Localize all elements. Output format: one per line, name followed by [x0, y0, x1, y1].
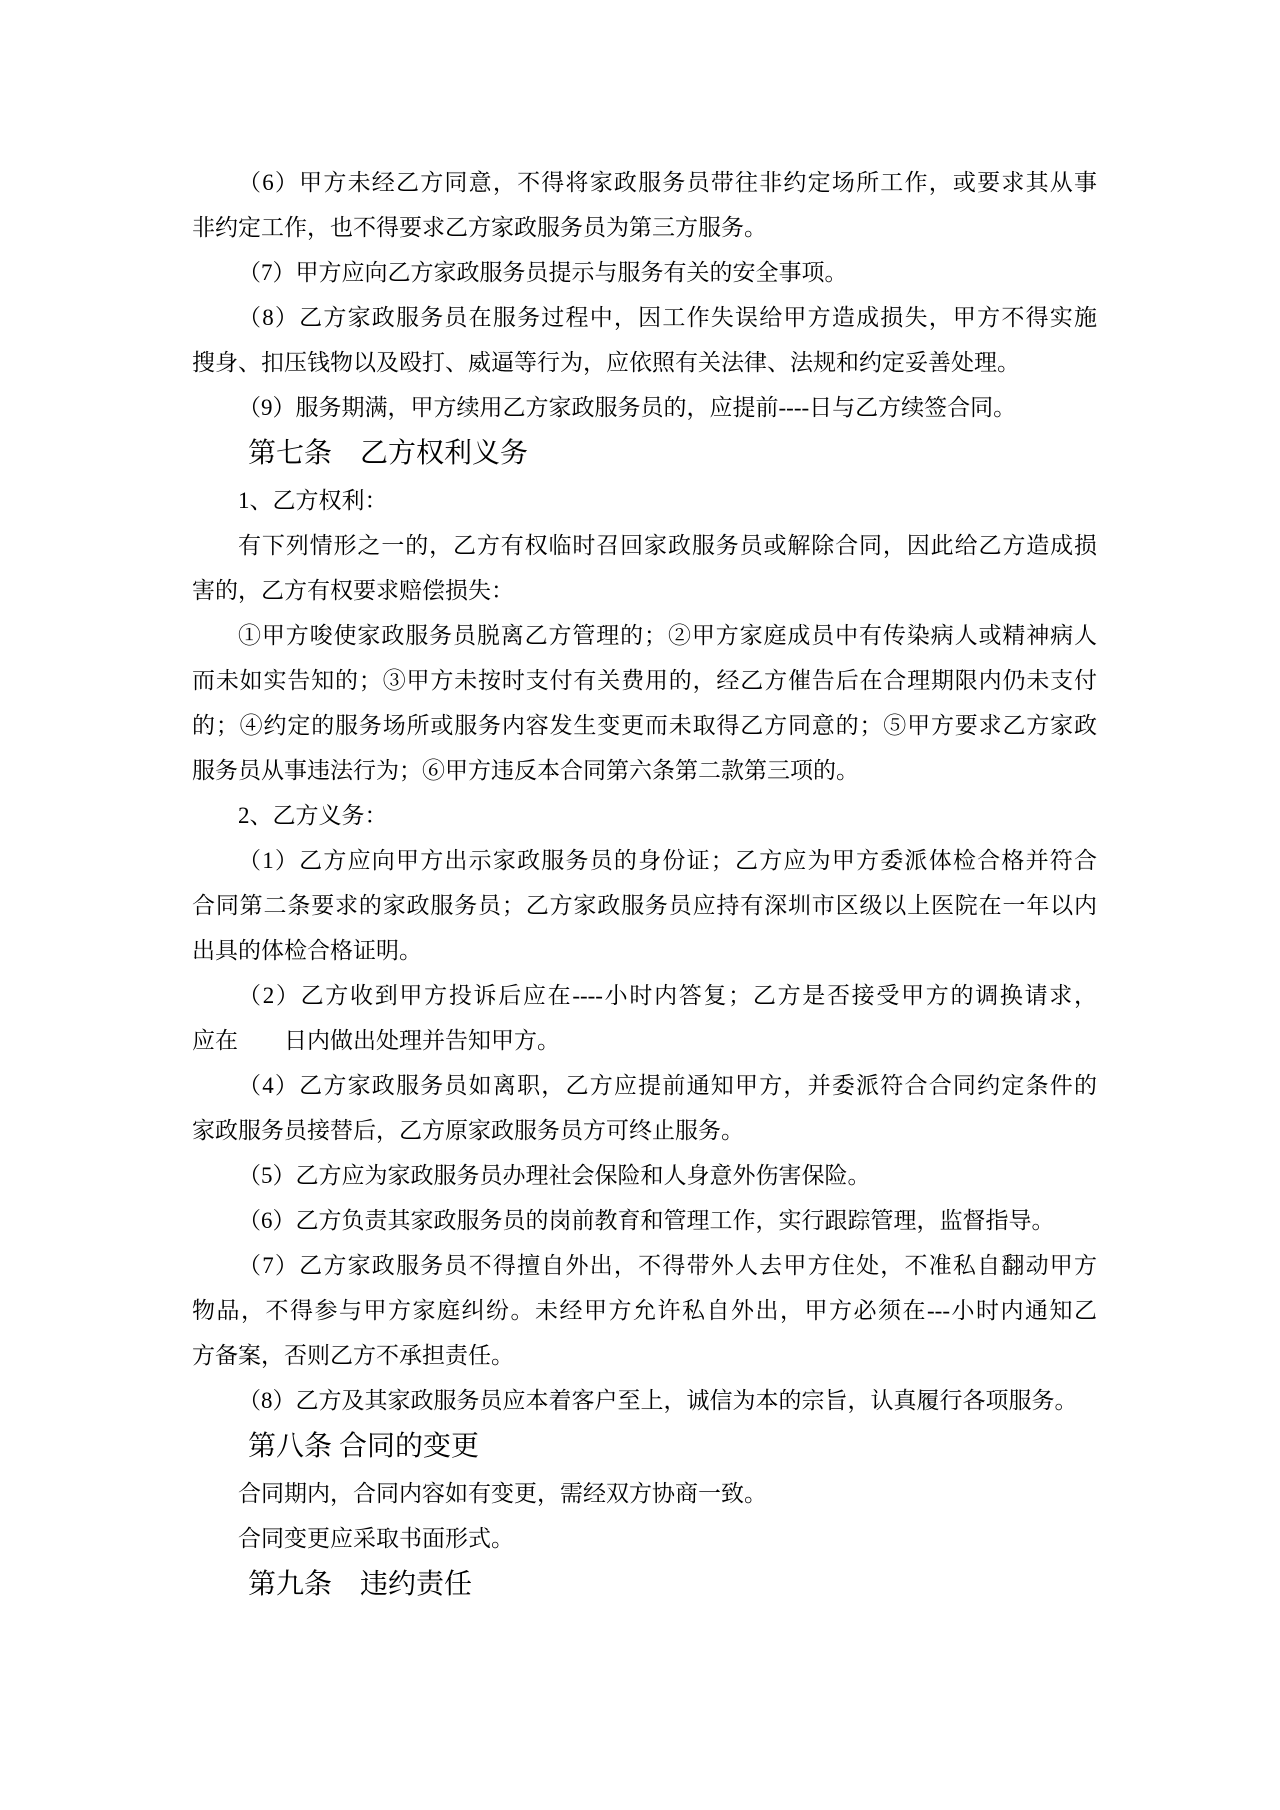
text-line: 合同期内，合同内容如有变更，需经双方协商一致。 — [238, 1481, 767, 1506]
text-line: 合同变更应采取书面形式。 — [238, 1526, 514, 1551]
text-line: 1、乙方权利： — [238, 488, 388, 513]
text-line: 第七条 乙方权利义务 — [248, 438, 529, 469]
text-line: 物品，不得参与甲方家庭纠纷。未经甲方允许私自外出，甲方必须在---小时内通知乙 — [192, 1298, 1097, 1323]
text-line: 有下列情形之一的，乙方有权临时召回家政服务员或解除合同，因此给乙方造成损 — [238, 533, 1097, 558]
section-heading — [192, 430, 1097, 478]
paragraph — [192, 160, 1097, 250]
paragraph — [192, 1153, 1097, 1198]
paragraph — [192, 295, 1097, 385]
paragraph — [192, 1198, 1097, 1243]
text-line: （8）乙方家政服务员在服务过程中，因工作失误给甲方造成损失，甲方不得实施 — [238, 305, 1097, 330]
text-line: 搜身、扣压钱物以及殴打、威逼等行为，应依照有关法律、法规和约定妥善处理。 — [192, 350, 1020, 375]
paragraph — [192, 1378, 1097, 1423]
text-line: （2）乙方收到甲方投诉后应在----小时内答复；乙方是否接受甲方的调换请求， — [238, 983, 1097, 1008]
text-line: 出具的体检合格证明。 — [192, 938, 422, 963]
section-heading — [192, 1561, 1097, 1609]
paragraph — [192, 613, 1097, 793]
text-line: ①甲方唆使家政服务员脱离乙方管理的；②甲方家庭成员中有传染病人或精神病人 — [238, 623, 1097, 648]
paragraph — [192, 1471, 1097, 1516]
text-line: （7）甲方应向乙方家政服务员提示与服务有关的安全事项。 — [238, 260, 848, 285]
paragraph — [192, 793, 1097, 838]
text-line: 应在 日内做出处理并告知甲方。 — [192, 1028, 560, 1053]
text-line: （4）乙方家政服务员如离职，乙方应提前通知甲方，并委派符合合同约定条件的 — [238, 1073, 1097, 1098]
text-line: （1）乙方应向甲方出示家政服务员的身份证；乙方应为甲方委派体检合格并符合 — [238, 848, 1097, 873]
paragraph — [192, 973, 1097, 1063]
text-line: （5）乙方应为家政服务员办理社会保险和人身意外伤害保险。 — [238, 1163, 871, 1188]
paragraph — [192, 385, 1097, 430]
text-line: 非约定工作，也不得要求乙方家政服务员为第三方服务。 — [192, 215, 767, 240]
text-line: （9）服务期满，甲方续用乙方家政服务员的，应提前----日与乙方续签合同。 — [238, 395, 1017, 420]
paragraph — [192, 1243, 1097, 1378]
text-line: 合同第二条要求的家政服务员；乙方家政服务员应持有深圳市区级以上医院在一年以内 — [192, 893, 1097, 918]
text-line: 服务员从事违法行为；⑥甲方违反本合同第六条第二款第三项的。 — [192, 758, 859, 783]
text-line: 第八条 合同的变更 — [248, 1431, 480, 1462]
text-line: 方备案，否则乙方不承担责任。 — [192, 1343, 514, 1368]
text-line: 而未如实告知的；③甲方未按时支付有关费用的，经乙方催告后在合理期限内仍未支付 — [192, 668, 1097, 693]
section-heading — [192, 1423, 1097, 1471]
paragraph — [192, 1516, 1097, 1561]
text-line: （6）乙方负责其家政服务员的岗前教育和管理工作，实行跟踪管理，监督指导。 — [238, 1208, 1055, 1233]
text-line: （7）乙方家政服务员不得擅自外出，不得带外人去甲方住处，不准私自翻动甲方 — [238, 1253, 1097, 1278]
text-line: （6）甲方未经乙方同意，不得将家政服务员带往非约定场所工作，或要求其从事 — [238, 170, 1097, 195]
text-line: 的；④约定的服务场所或服务内容发生变更而未取得乙方同意的；⑤甲方要求乙方家政 — [192, 713, 1097, 738]
text-line: 害的，乙方有权要求赔偿损失： — [192, 578, 514, 603]
paragraph — [192, 838, 1097, 973]
paragraph — [192, 478, 1097, 523]
paragraph — [192, 250, 1097, 295]
paragraph — [192, 1063, 1097, 1153]
text-line: 第九条 违约责任 — [248, 1569, 473, 1600]
text-line: 家政服务员接替后，乙方原家政服务员方可终止服务。 — [192, 1118, 744, 1143]
paragraph — [192, 523, 1097, 613]
text-line: （8）乙方及其家政服务员应本着客户至上，诚信为本的宗旨，认真履行各项服务。 — [238, 1388, 1078, 1413]
contract-text — [192, 160, 1097, 1609]
text-line: 2、乙方义务： — [238, 803, 388, 828]
